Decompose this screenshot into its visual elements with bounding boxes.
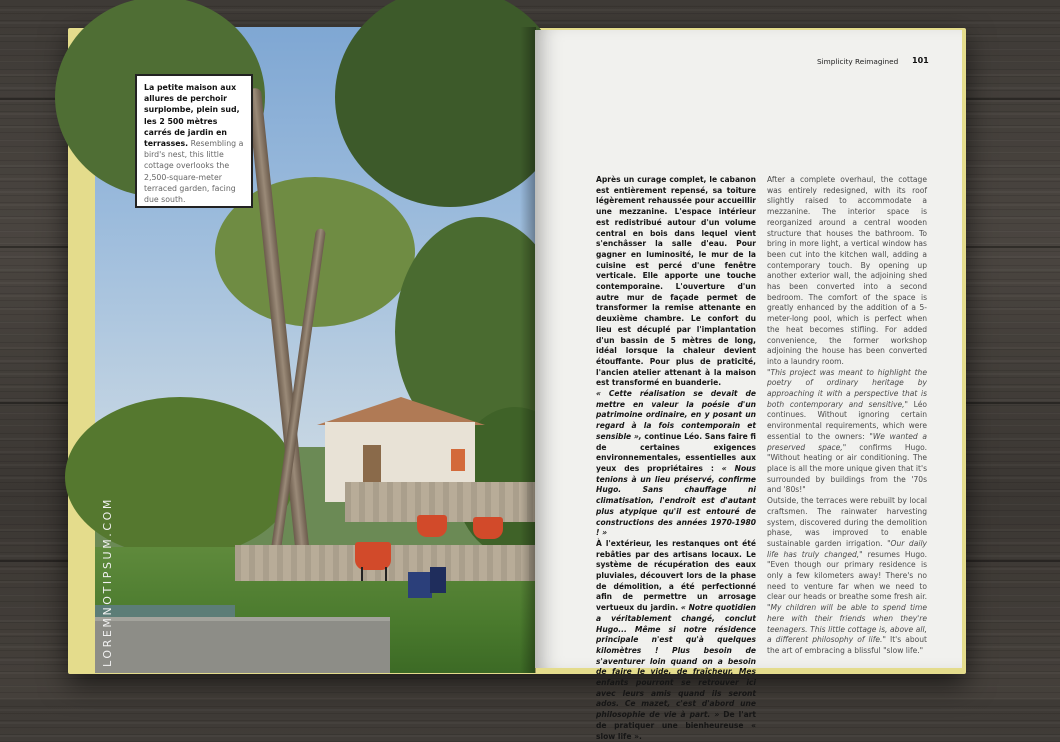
left-page-photo <box>95 27 535 673</box>
butterfly-chair <box>417 515 447 537</box>
blue-pouf <box>430 567 446 593</box>
quote: « Cette réalisation se devait de mettre en valeur la poésie d'un patrimoine ordinaire, en y posant un regard à la fois contemporain et sensible », <box>596 389 756 441</box>
chair-leg <box>361 567 363 581</box>
text-run: resumes Hugo. "Even though our primary residence is only a few kilometers away! There's no need to venture far when we need to clear our heads or breathe some fresh air. <box>767 549 927 602</box>
paragraph: Après un curage complet, le cabanon est entièrement repensé, sa toiture légèrement rehaussée pour accueillir une mezzanine. L'espace intérieur est redistribué autour d'un volume central en bois dans lequel vient s'enchâsser la salle d'eau. Pour gagner en luminosité, le mur de la cuisine est percé d'une fenêtre verticale. Elle apporte une touche contemporaine. L'ouverture d'un autre mur de façade permet de transformer la remise attenante en deuxième chambre. Le confort du lieu est décuplé par l'implantation d'un bassin de 5 mètres de long, idéal lorsque la chaleur devient étouffante. Pour plus de praticité, l'ancien atelier attenant à la maison est transformé en buanderie. <box>596 175 756 388</box>
quote: "This project was meant to highlight the poetry of ordinary heritage by approaching it with a perspective that is both contemporary and sensitive," <box>767 367 927 409</box>
gutter-shadow <box>520 27 536 673</box>
photo-caption <box>135 74 253 208</box>
text-run: continue Léo. Sans faire fi de certaines exigences environnementales, essentielles aux yeux des propriétaires : <box>596 431 756 473</box>
text-run: confirms Hugo. "Without heating or air conditioning. The place is all the more unique given that it's surrounded by buildings from the '70s and '80s!" <box>767 442 927 495</box>
right-page <box>535 30 962 741</box>
paragraph <box>767 496 927 657</box>
quote: "We wanted a preserved space," <box>767 431 927 452</box>
pool-edge <box>95 617 390 673</box>
text-run: Outside, the terraces were rebuilt by local craftsmen. The rainwater harvesting system, discovered during the demolition phase, was improved to enable sustainable garden irrigation. <box>767 496 927 548</box>
quote: "Our daily life has truly changed," <box>767 538 928 559</box>
caption-french: La petite maison aux allures de perchoir surplombe, plein sud, les 2 500 mètres carrés de jardin en terrasses. <box>144 83 240 149</box>
quote: « Nous tenions à un lieu préservé, confirme Hugo. Sans chauffage ni climatisation, l'endroit est d'autant plus atypique qu'il est entouré de constructions des années 1970-1980 ! » <box>596 463 756 538</box>
running-head: Simplicity Reimagined <box>817 57 899 66</box>
paragraph <box>596 539 756 742</box>
text-run: Léo continues. Without ignoring certain environmental requirements, which were essential to the owners: <box>767 399 927 441</box>
house-shutter <box>451 449 465 471</box>
text-run: It's about the art of embracing a blissful "slow life." <box>767 635 928 655</box>
quote: « Notre quotidien a véritablement changé, conclut Hugo... Même si notre résidence principale n'est qu'à quelques kilomètres ! Plus besoin de s'aventurer loin quand on a besoin de faire le vide, de fraîcheur. Mes enfants pourront se retrouver ici avec leurs amis quand ils seront ados. Ce mazet, c'est d'abord une philosophie de vie à part. » <box>596 603 756 720</box>
paragraph <box>596 389 756 539</box>
chair-leg <box>385 567 387 581</box>
blue-pouf <box>408 572 432 598</box>
quote: "My children will be able to spend time here with their friends when they're teenagers. This little cottage is, above all, a different philosophy of life." <box>767 603 927 645</box>
butterfly-chair <box>473 517 503 539</box>
caption-english: Resembling a bird's nest, this little cottage overlooks the 2,500-square-meter terraced garden, facing due south. <box>144 139 244 205</box>
text-run: De l'art de pratiquer une bienheureuse « slow life ». <box>596 710 756 741</box>
page-number: 101 <box>912 56 929 65</box>
paragraph: After a complete overhaul, the cottage was entirely redesigned, with its roof slightly raised to accommodate a mezzanine. The interior space is reorganized around a central wooden structure that houses the bathroom. To bring in more light, a vertical window has been cut into the kitchen wall, adding a contemporary touch. By opening up another exterior wall, the adjoining shed has been converted into a second bedroom. The comfort of the space is greatly enhanced by the addition of a 5-meter-long pool, which is perfect when the heat becomes stifling. For added convenience, the former workshop adjoining the house has been converted into a laundry room. <box>767 175 927 366</box>
house-roof <box>317 397 485 425</box>
english-text-column <box>767 175 928 655</box>
paragraph <box>767 368 927 496</box>
side-url-watermark: LOREMNOTIPSUM.COM <box>101 496 114 667</box>
butterfly-chair <box>355 542 391 570</box>
hedge <box>65 397 295 557</box>
text-run: À l'extérieur, les restanques ont été rebâties par des artisans locaux. Le système de récupération des eaux pluviales, découvert lors de la phase de démolition, a été perfectionné afin de permettre un arrosage vertueux du jardin. <box>596 538 756 613</box>
french-text-column <box>596 175 756 741</box>
